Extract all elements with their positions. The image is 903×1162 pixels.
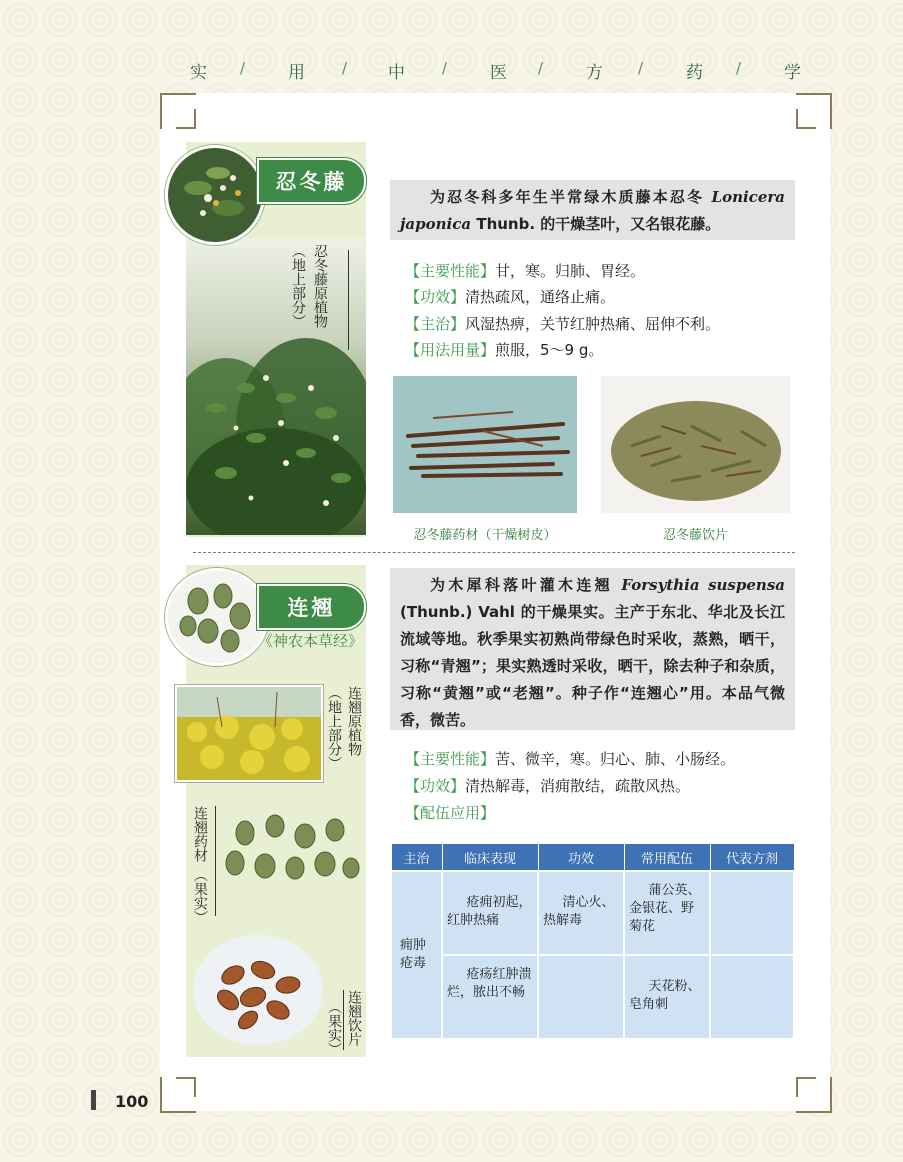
herb1-name-label: 忍冬藤 (257, 158, 366, 204)
herb1-dosage: 【用法用量】煎服，5～9 g。 (405, 341, 604, 359)
caption-rule (343, 990, 344, 1050)
table-cell (710, 871, 794, 955)
herb2-herb-caption-sub: （果实） (192, 868, 208, 924)
table-header: 临床表现 (442, 844, 538, 872)
table-header: 功效 (538, 844, 624, 872)
page-number: 100 (115, 1092, 149, 1111)
herb2-fruit-photo (165, 568, 269, 666)
title-separator: / (342, 59, 350, 77)
title-separator: / (638, 59, 646, 77)
table-cell: 清心火、热解毒 (538, 871, 624, 955)
table-row (391, 955, 794, 1039)
frame-corner-inner (796, 109, 816, 129)
herb2-slice-photo (193, 935, 323, 1045)
frame-corner-inner (176, 109, 196, 129)
table-header: 代表方剂 (710, 844, 794, 872)
compatibility-table (390, 843, 795, 1040)
herb1-flower-photo (165, 145, 265, 245)
herb2-plant-caption: 连翘原植物 (346, 686, 362, 756)
title-separator: / (538, 59, 546, 77)
herb1-plant-caption-sub: （地上部分） (290, 244, 306, 328)
frame-corner-inner (176, 1077, 196, 1097)
herb1-intro: 为忍冬科多年生半常绿木质藤本忍冬 Lonicera japonica Thunb. 的干燥茎叶，又名银花藤。 (390, 180, 795, 240)
table-cell: 疮疡红肿溃烂，脓出不畅 (442, 955, 538, 1039)
table-cell-main: 痈肿疮毒 (391, 871, 442, 1039)
herb1-effect: 【功效】清热疏风，通络止痛。 (405, 288, 616, 306)
table-header: 常用配伍 (624, 844, 710, 872)
table-cell: 天花粉、皂角刺 (624, 955, 710, 1039)
title-separator: / (240, 59, 248, 77)
herb1-indication: 【主治】风湿热痹，关节红肿热痛、屈伸不利。 (405, 315, 721, 333)
title-separator: / (736, 59, 744, 77)
title-char: 用 (288, 63, 307, 83)
herb1-dried-photo (393, 376, 577, 513)
herb2-compatibility: 【配伍应用】 (405, 804, 496, 822)
herb2-plant-photo (175, 685, 323, 782)
herb1-slice-photo (601, 376, 790, 513)
herb1-plant-photo (186, 238, 366, 535)
table-cell (538, 955, 624, 1039)
herb1-property: 【主要性能】甘，寒。归肺、胃经。 (405, 262, 646, 280)
table-row (391, 871, 794, 955)
herb1-dried-caption: 忍冬藤药材（干燥树皮） (413, 528, 557, 543)
section-divider (193, 552, 795, 553)
table-header-row (391, 844, 794, 872)
frame-corner-inner (796, 1077, 816, 1097)
herb1-slice-caption: 忍冬藤饮片 (662, 528, 728, 543)
title-separator: / (442, 59, 450, 77)
herb2-plant-caption-sub: （地上部分） (326, 686, 342, 770)
table-header: 主治 (391, 844, 442, 872)
page-number-marker (91, 1090, 96, 1110)
title-char: 实 (190, 63, 209, 83)
herb2-name-label: 连翘 (257, 584, 366, 630)
herb1-plant-caption: 忍冬藤原植物 (312, 244, 328, 328)
title-char: 医 (490, 63, 509, 83)
table-cell (710, 955, 794, 1039)
herb2-herb-photo (215, 808, 363, 892)
herb2-source: 《神农本草经》 (258, 632, 364, 650)
herb2-effect: 【功效】清热解毒，消痈散结，疏散风热。 (405, 777, 691, 795)
title-char: 药 (686, 63, 705, 83)
table-cell: 蒲公英、金银花、野菊花 (624, 871, 710, 955)
caption-rule (348, 250, 349, 350)
title-char: 中 (388, 63, 407, 83)
table-cell: 疮痈初起，红肿热痛 (442, 871, 538, 955)
herb2-slice-caption: 连翘饮片 (346, 990, 362, 1046)
herb2-intro: 为木犀科落叶灌木连翘 Forsythia suspensa (Thunb.) Vahl 的干燥果实。主产于东北、华北及长江流域等地。秋季果实初熟尚带绿色时采收，蒸熟，晒干，习称“青翘”；果实熟透时采收，晒干，除去种子和杂质，习称“黄翘”或“老翘”。种子作“连翘心”用。本品气微香，微苦。 (390, 568, 795, 730)
herb2-slice-caption-sub: （果实） (326, 1000, 342, 1056)
herb2-property: 【主要性能】苦、微辛，寒。归心、肺、小肠经。 (405, 750, 736, 768)
title-char: 方 (586, 63, 605, 83)
book-title (160, 58, 820, 88)
title-char: 学 (784, 63, 803, 83)
herb2-herb-caption: 连翘药材 (192, 806, 208, 862)
